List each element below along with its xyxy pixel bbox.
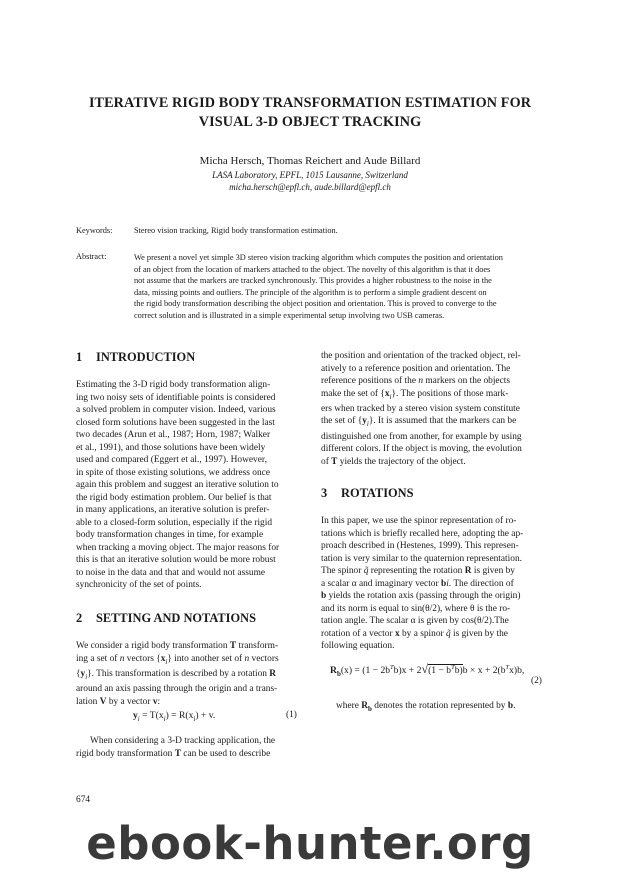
text-line: a scalar α and imaginary vector bi. The direction of <box>321 578 514 589</box>
text-line: in many applications, an iterative solution is prefer- <box>76 505 270 515</box>
keywords-label: Keywords: <box>76 226 113 235</box>
text-line: atively to a reference position and orientation. The <box>321 363 511 374</box>
text-line: able to a closed-form solution, especially if the rigid <box>76 517 273 528</box>
setting-continuation <box>321 350 544 468</box>
text-line: In this paper, we use the spinor representation of ro- <box>321 516 517 526</box>
section-heading-rotations <box>321 486 544 501</box>
affiliation: LASA Laboratory, EPFL, 1015 Lausanne, Switzerland <box>212 170 408 180</box>
equation-1: $y_i = T(x_i) = R(x_i) + v$. <box>133 710 216 723</box>
paper-title <box>60 94 560 132</box>
introduction-body <box>76 379 300 592</box>
abstract-line: the rigid body transformation describing the object position and orientation. This is proved to converge to the <box>134 299 497 309</box>
author-emails: micha.hersch@epfl.ch, aude.billard@epfl.ch <box>229 182 391 192</box>
text-line: a solved problem in computer vision. Indeed, various <box>76 405 276 415</box>
text-line: when tracking a moving object. The major reasons for <box>76 542 280 553</box>
text-line: to noise in the data and that and would not assume <box>76 567 266 578</box>
text-line: ers when tracked by a stereo vision system constitute <box>321 403 520 414</box>
abstract-line: of an object from the location of markers attached to the object. The novelty of this algorithm is that it does <box>134 264 491 274</box>
section-heading-setting-notations <box>76 611 300 626</box>
text-line: rigid body transformation T can be used to describe <box>76 748 271 759</box>
text-line: two decades (Arun et al., 1987; Horn, 1987; Walker <box>76 430 271 440</box>
keywords-text: Stereo vision tracking, Rigid body transformation estimation. <box>134 226 338 235</box>
section-number: 3 <box>321 486 328 500</box>
text-line: the rigid body estimation problem. Our belief is that <box>76 492 272 503</box>
text-line: ing two noisy sets of identifiable points is considered <box>76 392 276 403</box>
section-number: 2 <box>76 611 83 625</box>
text-line: this is that an iterative solution would be more robust <box>76 555 276 565</box>
text-line: body transformation changes in time, for example <box>76 530 264 540</box>
text-line: around an axis passing through the origin and a trans- <box>76 684 278 695</box>
text-line: distinguished one from another, for example by using <box>321 431 522 442</box>
title-line-2: VISUAL 3-D OBJECT TRACKING <box>198 114 422 130</box>
text-line: the set of $\{y_i\}$. It is assumed that the markers can be <box>321 416 517 429</box>
text-line: make the set of $\{x_i\}$. The positions of those mark- <box>321 388 509 401</box>
watermark: ebook-hunter.org <box>86 817 534 870</box>
section-heading-introduction <box>76 350 300 365</box>
text-line: proach described in (Hestenes, 1999). This represen- <box>321 541 519 551</box>
text-line: and its norm is equal to sin(θ/2), where θ is the ro- <box>321 603 511 614</box>
abstract-line: We present a novel yet simple 3D stereo vision tracking algorithm which computes the position and orientation <box>134 253 503 262</box>
text-line: following equation. <box>321 641 395 651</box>
text-line: $\{y_i\}$. This transformation is described by a rotation R <box>76 668 277 681</box>
equation-2-explanation: where $R_b$ denotes the rotation represented by b. <box>336 701 516 713</box>
text-line: rotation of a vector x by a spinor q̃ is given by the <box>321 628 508 639</box>
text-line: synchronicity of the set of points. <box>76 580 202 590</box>
section-number: 1 <box>76 350 83 364</box>
abstract-line: correct solution and is illustrated in a simple experimental setup involving two USB cameras. <box>134 310 445 320</box>
text-line: When considering a 3-D tracking application, the <box>90 736 276 746</box>
text-line: We consider a rigid body transformation T transform- <box>76 641 279 651</box>
abstract-text <box>134 252 543 322</box>
page-number: 674 <box>76 795 91 805</box>
setting-paragraph-2 <box>76 735 300 760</box>
text-line: different colors. If the object is moving, the evolution <box>321 444 522 455</box>
text-line: lation V by a vector v: <box>76 696 161 707</box>
text-line: the position and orientation of the tracked object, rel- <box>321 351 521 361</box>
text-line: ing a set of n vectors $\{x_i\}$ into another set of n vectors <box>76 653 279 666</box>
text-line: The spinor q̃ representing the rotation R is given by <box>321 566 515 576</box>
section-title: SETTING AND NOTATIONS <box>96 611 256 625</box>
rotations-body <box>321 515 544 653</box>
text-line: used and compared (Eggert et al., 1997). However, <box>76 455 267 465</box>
text-line: tation angle. The scalar α is given by cos(θ/2).The <box>321 616 509 626</box>
text-line: tations which is briefly recalled here, adopting the ap- <box>321 528 524 539</box>
equation-1-number: (1) <box>286 710 297 720</box>
text-line: b yields the rotation axis (passing through the origin) <box>321 591 521 601</box>
equation-2: $R_b(x) = (1 - 2b^Tb)x + 2√(1 - b^Tb)b \times x + 2(b^Tx)b$, <box>330 662 525 678</box>
setting-paragraph <box>76 640 300 708</box>
abstract-label: Abstract: <box>76 252 107 261</box>
section-title: INTRODUCTION <box>96 350 196 364</box>
text-line: tation is very similar to the quaternion representation. <box>321 553 522 564</box>
text-line: in spite of those existing solutions, we address once <box>76 467 270 478</box>
text-line: closed form solutions have been suggested in the last <box>76 417 275 428</box>
section-title: ROTATIONS <box>341 486 414 500</box>
text-line: of T yields the trajectory of the object. <box>321 456 466 467</box>
text-line: Estimating the 3-D rigid body transformation align- <box>76 380 271 390</box>
authors: Micha Hersch, Thomas Reichert and Aude Billard <box>199 155 421 167</box>
equation-2-number: (2) <box>531 676 542 686</box>
abstract-line: data, missing points and outliers. The principle of the algorithm is to perform a simple gradient descent on <box>134 287 487 297</box>
sqrt-sign-icon: √ <box>421 662 429 676</box>
text-line: et al., 1991), and those solutions have been widely <box>76 442 266 453</box>
text-line: again this problem and suggest an iterative solution to <box>76 480 279 490</box>
title-line-1: ITERATIVE RIGID BODY TRANSFORMATION ESTIMATION FOR <box>88 95 532 111</box>
text-line: reference positions of the n markers on the objects <box>321 376 510 386</box>
abstract-line: not assume that the markers are tracked synchronously. This provides a higher robustness to the noise in the <box>134 276 492 286</box>
